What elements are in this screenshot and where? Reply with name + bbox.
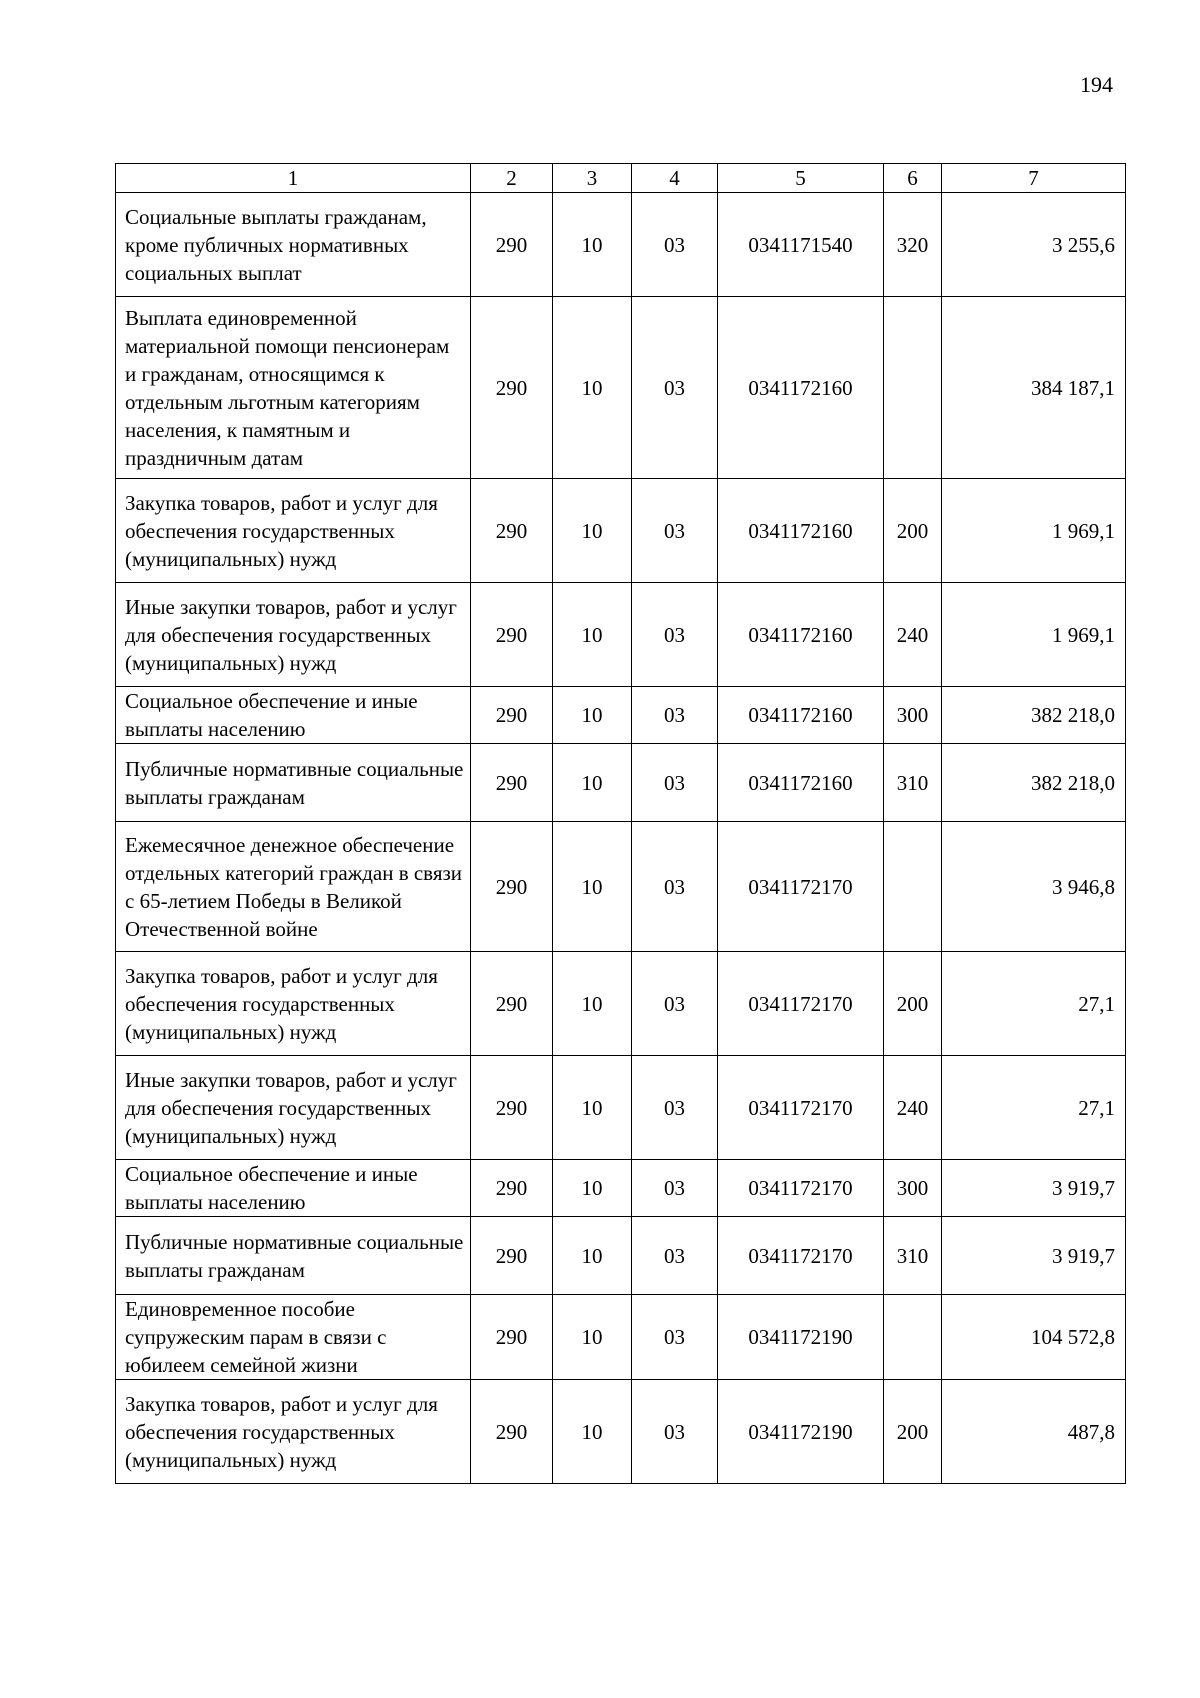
table-row [116,744,1126,822]
cell-col-6 [884,822,942,952]
cell-name: Выплата единовременной материальной помощи пенсионерам и гражданам, относящимся к отдельным льготным категориям населения, к памятным и праздничным датам [116,297,471,479]
cell-amount: 104 572,8 [942,1295,1126,1380]
cell-name: Социальное обеспечение и иные выплаты населению [116,1160,471,1217]
cell-col-6: 310 [884,1217,942,1295]
cell-name: Закупка товаров, работ и услуг для обеспечения государственных (муниципальных) нужд [116,952,471,1056]
cell-col-3: 10 [553,583,632,687]
cell-col-6: 300 [884,1160,942,1217]
cell-name: Ежемесячное денежное обеспечение отдельных категорий граждан в связи с 65-летием Победы в Великой Отечественной войне [116,822,471,952]
cell-amount: 3 255,6 [942,193,1126,297]
table-row [116,1380,1126,1484]
cell-name: Публичные нормативные социальные выплаты гражданам [116,744,471,822]
cell-col-5: 0341172160 [718,479,884,583]
cell-col-2: 290 [471,583,553,687]
cell-col-5: 0341172160 [718,297,884,479]
cell-col-5: 0341172160 [718,583,884,687]
cell-name: Иные закупки товаров, работ и услуг для обеспечения государственных (муниципальных) нужд [116,1056,471,1160]
cell-col-4: 03 [632,193,718,297]
cell-amount: 3 919,7 [942,1217,1126,1295]
cell-col-3: 10 [553,297,632,479]
header-col-4: 4 [632,164,718,193]
cell-col-4: 03 [632,1056,718,1160]
cell-col-2: 290 [471,1160,553,1217]
cell-amount: 27,1 [942,1056,1126,1160]
cell-col-4: 03 [632,1295,718,1380]
cell-col-3: 10 [553,193,632,297]
cell-name: Закупка товаров, работ и услуг для обеспечения государственных (муниципальных) нужд [116,1380,471,1484]
cell-col-3: 10 [553,1380,632,1484]
cell-name: Социальные выплаты гражданам, кроме публичных нормативных социальных выплат [116,193,471,297]
cell-amount: 3 946,8 [942,822,1126,952]
cell-name: Иные закупки товаров, работ и услуг для обеспечения государственных (муниципальных) нужд [116,583,471,687]
page-number: 194 [1080,72,1113,97]
cell-col-6: 300 [884,687,942,744]
cell-col-2: 290 [471,952,553,1056]
cell-col-2: 290 [471,479,553,583]
cell-col-3: 10 [553,1295,632,1380]
header-col-1: 1 [116,164,471,193]
table-row [116,1295,1126,1380]
table-row [116,583,1126,687]
cell-col-3: 10 [553,822,632,952]
cell-amount: 1 969,1 [942,583,1126,687]
cell-amount: 27,1 [942,952,1126,1056]
cell-col-5: 0341172160 [718,687,884,744]
cell-col-3: 10 [553,1056,632,1160]
cell-col-6: 320 [884,193,942,297]
cell-col-2: 290 [471,822,553,952]
cell-amount: 1 969,1 [942,479,1126,583]
cell-col-4: 03 [632,744,718,822]
cell-col-4: 03 [632,822,718,952]
cell-col-3: 10 [553,952,632,1056]
table-row [116,822,1126,952]
cell-col-4: 03 [632,583,718,687]
cell-col-6: 310 [884,744,942,822]
cell-col-2: 290 [471,1217,553,1295]
cell-name: Публичные нормативные социальные выплаты гражданам [116,1217,471,1295]
cell-col-2: 290 [471,687,553,744]
cell-col-4: 03 [632,1217,718,1295]
table-row [116,297,1126,479]
cell-col-5: 0341171540 [718,193,884,297]
table-row [116,1217,1126,1295]
cell-col-2: 290 [471,1056,553,1160]
table-row [116,687,1126,744]
cell-amount: 487,8 [942,1380,1126,1484]
cell-col-5: 0341172190 [718,1295,884,1380]
cell-col-3: 10 [553,1217,632,1295]
cell-col-2: 290 [471,1295,553,1380]
cell-col-4: 03 [632,952,718,1056]
cell-col-5: 0341172170 [718,1217,884,1295]
budget-table [115,163,1126,1484]
cell-col-2: 290 [471,297,553,479]
cell-name: Закупка товаров, работ и услуг для обеспечения государственных (муниципальных) нужд [116,479,471,583]
table-row [116,952,1126,1056]
cell-col-2: 290 [471,1380,553,1484]
cell-amount: 384 187,1 [942,297,1126,479]
cell-amount: 382 218,0 [942,687,1126,744]
table-row [116,1056,1126,1160]
cell-col-5: 0341172160 [718,744,884,822]
header-col-3: 3 [553,164,632,193]
cell-amount: 382 218,0 [942,744,1126,822]
cell-name: Единовременное пособие супружеским парам в связи с юбилеем семейной жизни [116,1295,471,1380]
cell-col-5: 0341172170 [718,822,884,952]
cell-col-6: 200 [884,1380,942,1484]
cell-col-2: 290 [471,744,553,822]
table-body [116,193,1126,1484]
table-row [116,1160,1126,1217]
table-row [116,193,1126,297]
cell-col-3: 10 [553,1160,632,1217]
cell-col-3: 10 [553,479,632,583]
cell-col-4: 03 [632,687,718,744]
cell-col-6: 200 [884,952,942,1056]
header-col-5: 5 [718,164,884,193]
cell-col-6: 240 [884,583,942,687]
cell-col-4: 03 [632,297,718,479]
header-row [116,164,1126,193]
cell-col-2: 290 [471,193,553,297]
cell-col-5: 0341172170 [718,1160,884,1217]
cell-col-6: 240 [884,1056,942,1160]
header-col-2: 2 [471,164,553,193]
cell-amount: 3 919,7 [942,1160,1126,1217]
cell-name: Социальное обеспечение и иные выплаты населению [116,687,471,744]
cell-col-4: 03 [632,1160,718,1217]
table-row [116,479,1126,583]
cell-col-3: 10 [553,687,632,744]
table-header [116,164,1126,193]
cell-col-5: 0341172170 [718,952,884,1056]
cell-col-5: 0341172190 [718,1380,884,1484]
cell-col-4: 03 [632,1380,718,1484]
header-col-6: 6 [884,164,942,193]
header-col-7: 7 [942,164,1126,193]
cell-col-3: 10 [553,744,632,822]
cell-col-5: 0341172170 [718,1056,884,1160]
cell-col-6: 200 [884,479,942,583]
cell-col-4: 03 [632,479,718,583]
cell-col-6 [884,1295,942,1380]
cell-col-6 [884,297,942,479]
